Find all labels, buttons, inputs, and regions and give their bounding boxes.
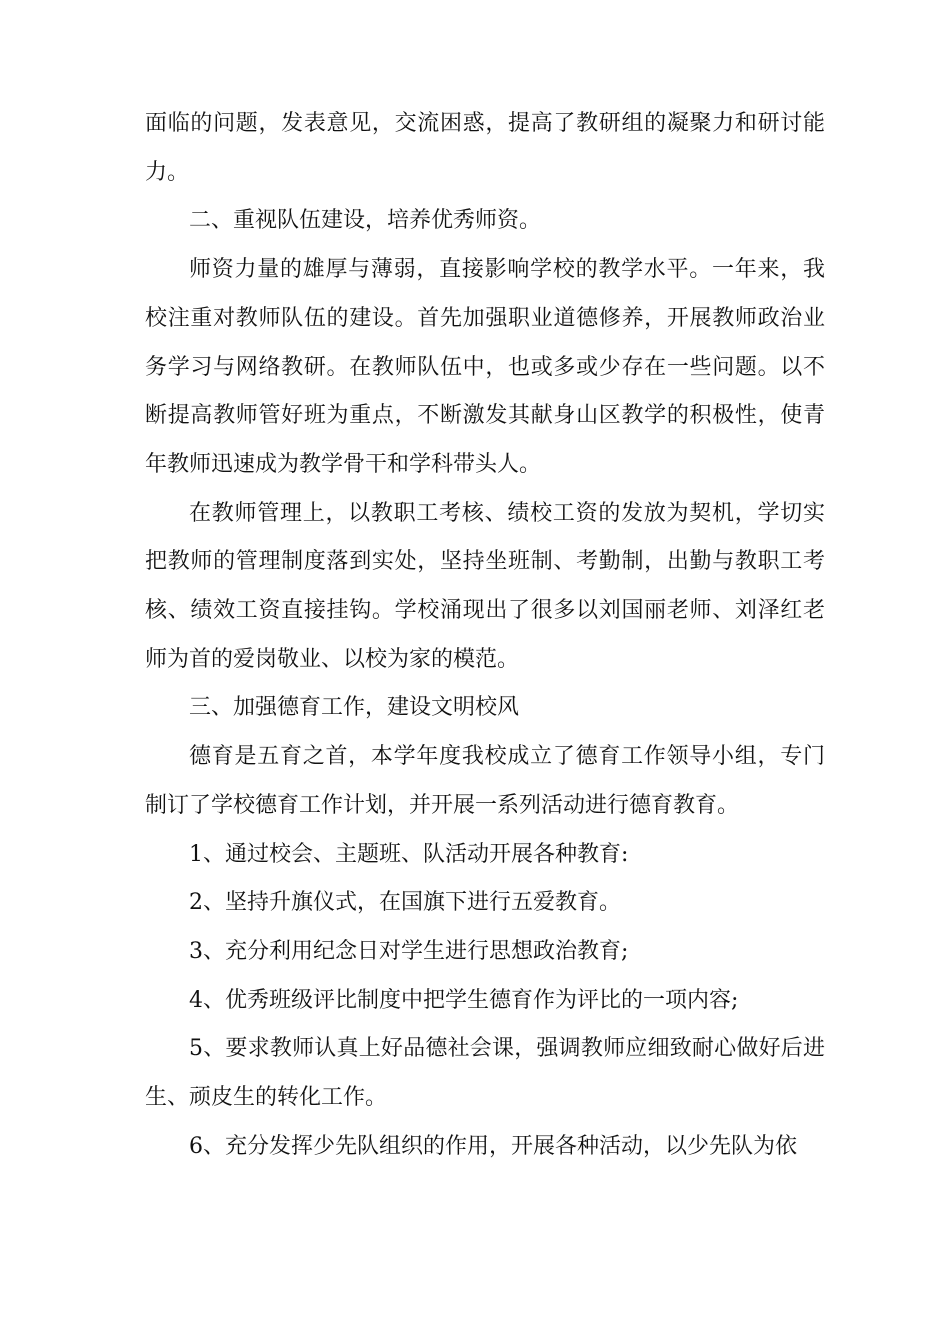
paragraph: 师资力量的雄厚与薄弱，直接影响学校的教学水平。一年来，我校注重对教师队伍的建设。首先加强职业道德修养，开展教师政治业务学习与网络教研。在教师队伍中，也或多或少存在一些问题。以不断提高教师管好班为重点，不断激发其献身山区教学的积极性，使青年教师迅速成为教学骨干和学科带头人。 [145,257,825,477]
list-item: 4、优秀班级评比制度中把学生德育作为评比的一项内容; [189,987,739,1013]
list-item: 1、通过校会、主题班、队活动开展各种教育: [189,841,629,867]
paragraph-continuation: 面临的问题，发表意见，交流困惑，提高了教研组的凝聚力和研讨能力。 [145,111,825,185]
section-heading-three: 三、加强德育工作，建设文明校风 [189,695,520,721]
list-item: 6、充分发挥少先队组织的作用，开展各种活动，以少先队为依 [189,1133,797,1159]
section-heading-two: 二、重视队伍建设，培养优秀师资。 [189,208,542,234]
list-item: 2、坚持升旗仪式，在国旗下进行五爱教育。 [189,890,621,916]
list-item: 5、要求教师认真上好品德社会课，强调教师应细致耐心做好后进生、顽皮生的转化工作。 [145,1036,825,1111]
document-body [145,100,825,1171]
paragraph: 德育是五育之首，本学年度我校成立了德育工作领导小组，专门制订了学校德育工作计划，并开展一系列活动进行德育教育。 [145,744,825,818]
list-item: 3、充分利用纪念日对学生进行思想政治教育; [189,938,629,964]
paragraph: 在教师管理上，以教职工考核、绩校工资的发放为契机，学切实把教师的管理制度落到实处，坚持坐班制、考勤制，出勤与教职工考核、绩效工资直接挂钩。学校涌现出了很多以刘国丽老师、刘泽红老师为首的爱岗敬业、以校为家的模范。 [145,500,825,672]
